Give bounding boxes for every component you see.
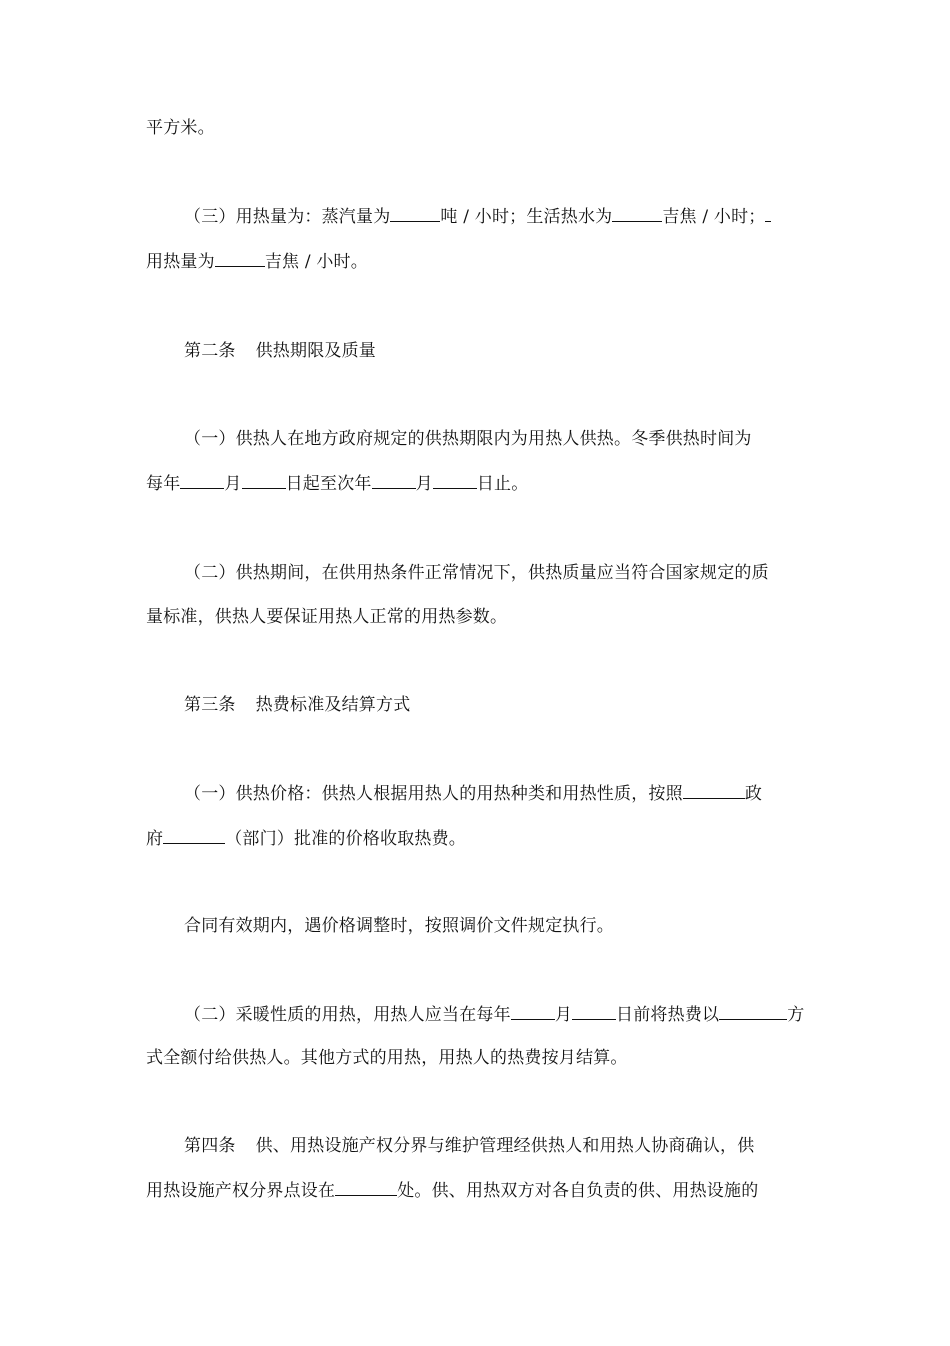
- blank-field[interactable]: [765, 204, 771, 222]
- text-span: 吨 / 小时；生活热水为: [440, 207, 613, 227]
- text-line: [184, 204, 810, 229]
- section-label: 第三条: [184, 695, 236, 715]
- text-span: 月: [224, 474, 242, 494]
- section-label: 第四条: [184, 1136, 236, 1156]
- section-heading: [184, 339, 810, 363]
- text-span: 量标准，供热人要保证用热人正常的用热参数。: [146, 607, 508, 627]
- text-span: （二）供热期间，在供用热条件正常情况下，供热质量应当符合国家规定的质: [184, 563, 769, 583]
- text-span: （一）供热价格：供热人根据用热人的用热种类和用热性质，按照: [184, 784, 683, 804]
- text-span: 月: [415, 474, 433, 494]
- text-span: 用热设施产权分界点设在: [146, 1181, 336, 1201]
- text-line: [146, 249, 810, 274]
- text-span: （一）供热人在地方政府规定的供热期限内为用热人供热。冬季供热时间为: [184, 429, 752, 449]
- text-span: 吉焦 / 小时。: [264, 252, 368, 272]
- text-span: 合同有效期内，遇价格调整时，按照调价文件规定执行。: [184, 916, 614, 936]
- section-title: 供热期限及质量: [255, 341, 377, 361]
- text-span: 日止。: [476, 474, 529, 494]
- text-line: [184, 914, 810, 938]
- text-line: [146, 1178, 810, 1203]
- text-span: 日前将热费以: [616, 1005, 720, 1025]
- text-span: 用热量为: [146, 252, 215, 272]
- text-span: 每年: [146, 474, 181, 494]
- text-span: （二）采暖性质的用热，用热人应当在每年: [184, 1005, 511, 1025]
- text-span: 日起至次年: [285, 474, 372, 494]
- text-span: （部门）批准的价格收取热费。: [225, 829, 467, 849]
- text-span: 平方米。: [146, 118, 215, 138]
- text-line: [146, 826, 810, 851]
- text-line: [184, 561, 810, 585]
- text-span: 供、用热设施产权分界与维护管理经供热人和用热人协商确认，供: [255, 1136, 755, 1156]
- blank-field[interactable]: [163, 826, 225, 844]
- text-span: 府: [146, 829, 164, 849]
- text-span: 方: [787, 1005, 805, 1025]
- section-title: 热费标准及结算方式: [255, 695, 411, 715]
- text-line: [146, 605, 810, 629]
- blank-field[interactable]: [335, 1178, 397, 1196]
- text-span: 月: [554, 1005, 573, 1025]
- blank-field[interactable]: [215, 249, 265, 267]
- text-line: [146, 1046, 810, 1070]
- blank-field[interactable]: [572, 1002, 616, 1020]
- blank-field[interactable]: [511, 1002, 555, 1020]
- blank-field[interactable]: [372, 471, 416, 489]
- section-heading: [184, 1134, 810, 1158]
- text-line: [184, 781, 810, 806]
- blank-field[interactable]: [719, 1002, 787, 1020]
- section-label: 第二条: [184, 341, 236, 361]
- text-span: 处。供、用热双方对各自负责的供、用热设施的: [397, 1181, 759, 1201]
- text-span: 吉焦 / 小时；: [662, 207, 766, 227]
- blank-field[interactable]: [242, 471, 286, 489]
- blank-field[interactable]: [390, 204, 440, 222]
- blank-field[interactable]: [180, 471, 224, 489]
- text-line: [184, 427, 810, 451]
- blank-field[interactable]: [612, 204, 662, 222]
- blank-field[interactable]: [433, 471, 477, 489]
- text-line: [146, 471, 810, 496]
- blank-field[interactable]: [683, 781, 745, 799]
- text-span: 式全额付给供热人。其他方式的用热，用热人的热费按月结算。: [146, 1048, 628, 1068]
- section-heading: [184, 693, 810, 717]
- text-line: [146, 116, 810, 140]
- text-line: [184, 1002, 810, 1027]
- text-span: 政: [744, 784, 763, 804]
- text-span: （三）用热量为：蒸汽量为: [184, 207, 391, 227]
